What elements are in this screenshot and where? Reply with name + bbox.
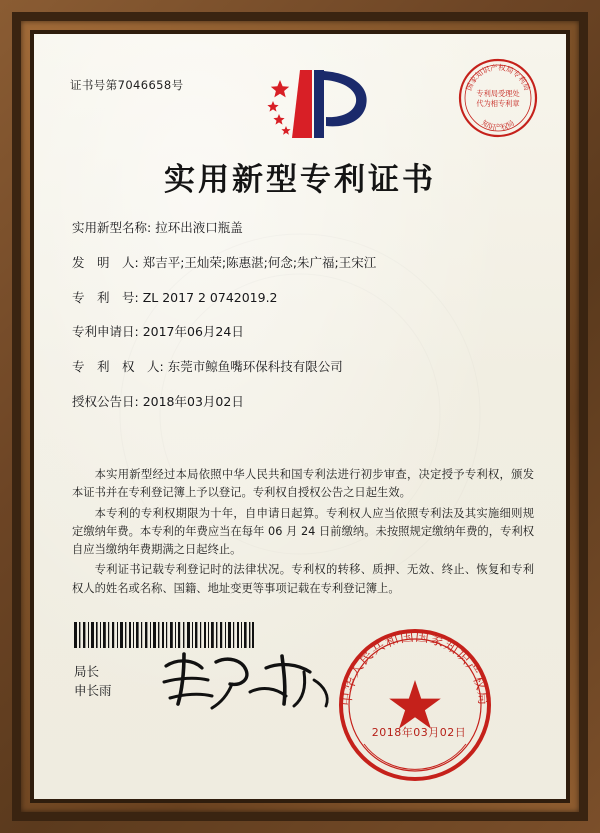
- svg-text:知识产权局: 知识产权局: [480, 118, 516, 132]
- field-label: 实用新型名称:: [72, 220, 152, 235]
- svg-text:代为相专利章: 代为相专利章: [476, 99, 520, 108]
- director-label: 局长: [74, 664, 100, 679]
- body-paragraph: 本实用新型经过本局依照中华人民共和国专利法进行初步审查，决定授予专利权，颁发本证书并在专利登记簿上予以登记。专利权自授权公告之日起生效。: [72, 468, 534, 500]
- field-value: ZL 2017 2 0742019.2: [142, 289, 278, 305]
- field-row: [72, 359, 536, 375]
- svg-text:中华人民共和国国家知识产权局: 中华人民共和国国家知识产权局: [338, 628, 492, 707]
- field-label: 授权公告日:: [72, 393, 139, 409]
- field-label: 专利申请日:: [72, 324, 139, 340]
- body-paragraph: 专利证书记载专利登记时的法律状况。专利权的转移、质押、无效、终止、恢复和专利权人的姓名或名称、国籍、地址变更等事项记载在专利登记簿上。: [72, 563, 534, 595]
- handwritten-signature: [154, 646, 344, 716]
- certificate-body: [72, 466, 534, 600]
- field-value: 郑吉平;王灿荣;陈惠湛;何念;朱广福;王宋江: [142, 254, 377, 270]
- field-row: [72, 220, 536, 236]
- certificate-page: [34, 34, 566, 799]
- field-label: 专 利 权 人:: [72, 359, 164, 374]
- director-name: 申长雨: [74, 683, 112, 699]
- field-row: [72, 255, 536, 271]
- page-title: 实用新型专利证书: [164, 162, 436, 198]
- certificate-fields: [72, 220, 536, 429]
- field-value: 拉环出液口瓶盖: [155, 220, 243, 235]
- field-value: 东莞市鲸鱼嘴环保科技有限公司: [167, 359, 343, 374]
- field-row: [72, 290, 536, 306]
- field-row: [72, 394, 536, 410]
- barcode: [74, 622, 254, 648]
- field-value: 2018年03月02日: [142, 393, 244, 409]
- svg-text:专利局受理处: 专利局受理处: [476, 89, 520, 98]
- acceptance-seal-icon: [456, 56, 540, 140]
- body-paragraph: 本专利的专利权期限为十年，自申请日起算。专利权人应当依照专利法及其实施细则规定缴纳年费。本专利的年费应当在每年 06 月 24 日前缴纳。未按照规定缴纳年费的，专利权自应当缴纳年费期满之日起终止。: [72, 506, 534, 557]
- svg-text:国家知识产权局专利局: 国家知识产权局专利局: [464, 62, 532, 92]
- certificate-number: 证书号第7046658号: [70, 78, 184, 92]
- official-seal-icon: [334, 624, 496, 786]
- field-label: 发 明 人:: [72, 254, 139, 270]
- field-label: 专 利 号:: [72, 289, 139, 305]
- field-value: 2017年06月24日: [142, 324, 244, 340]
- seal-date: 2018年03月02日: [371, 726, 467, 739]
- field-row: [72, 324, 536, 340]
- director-block: [74, 662, 112, 701]
